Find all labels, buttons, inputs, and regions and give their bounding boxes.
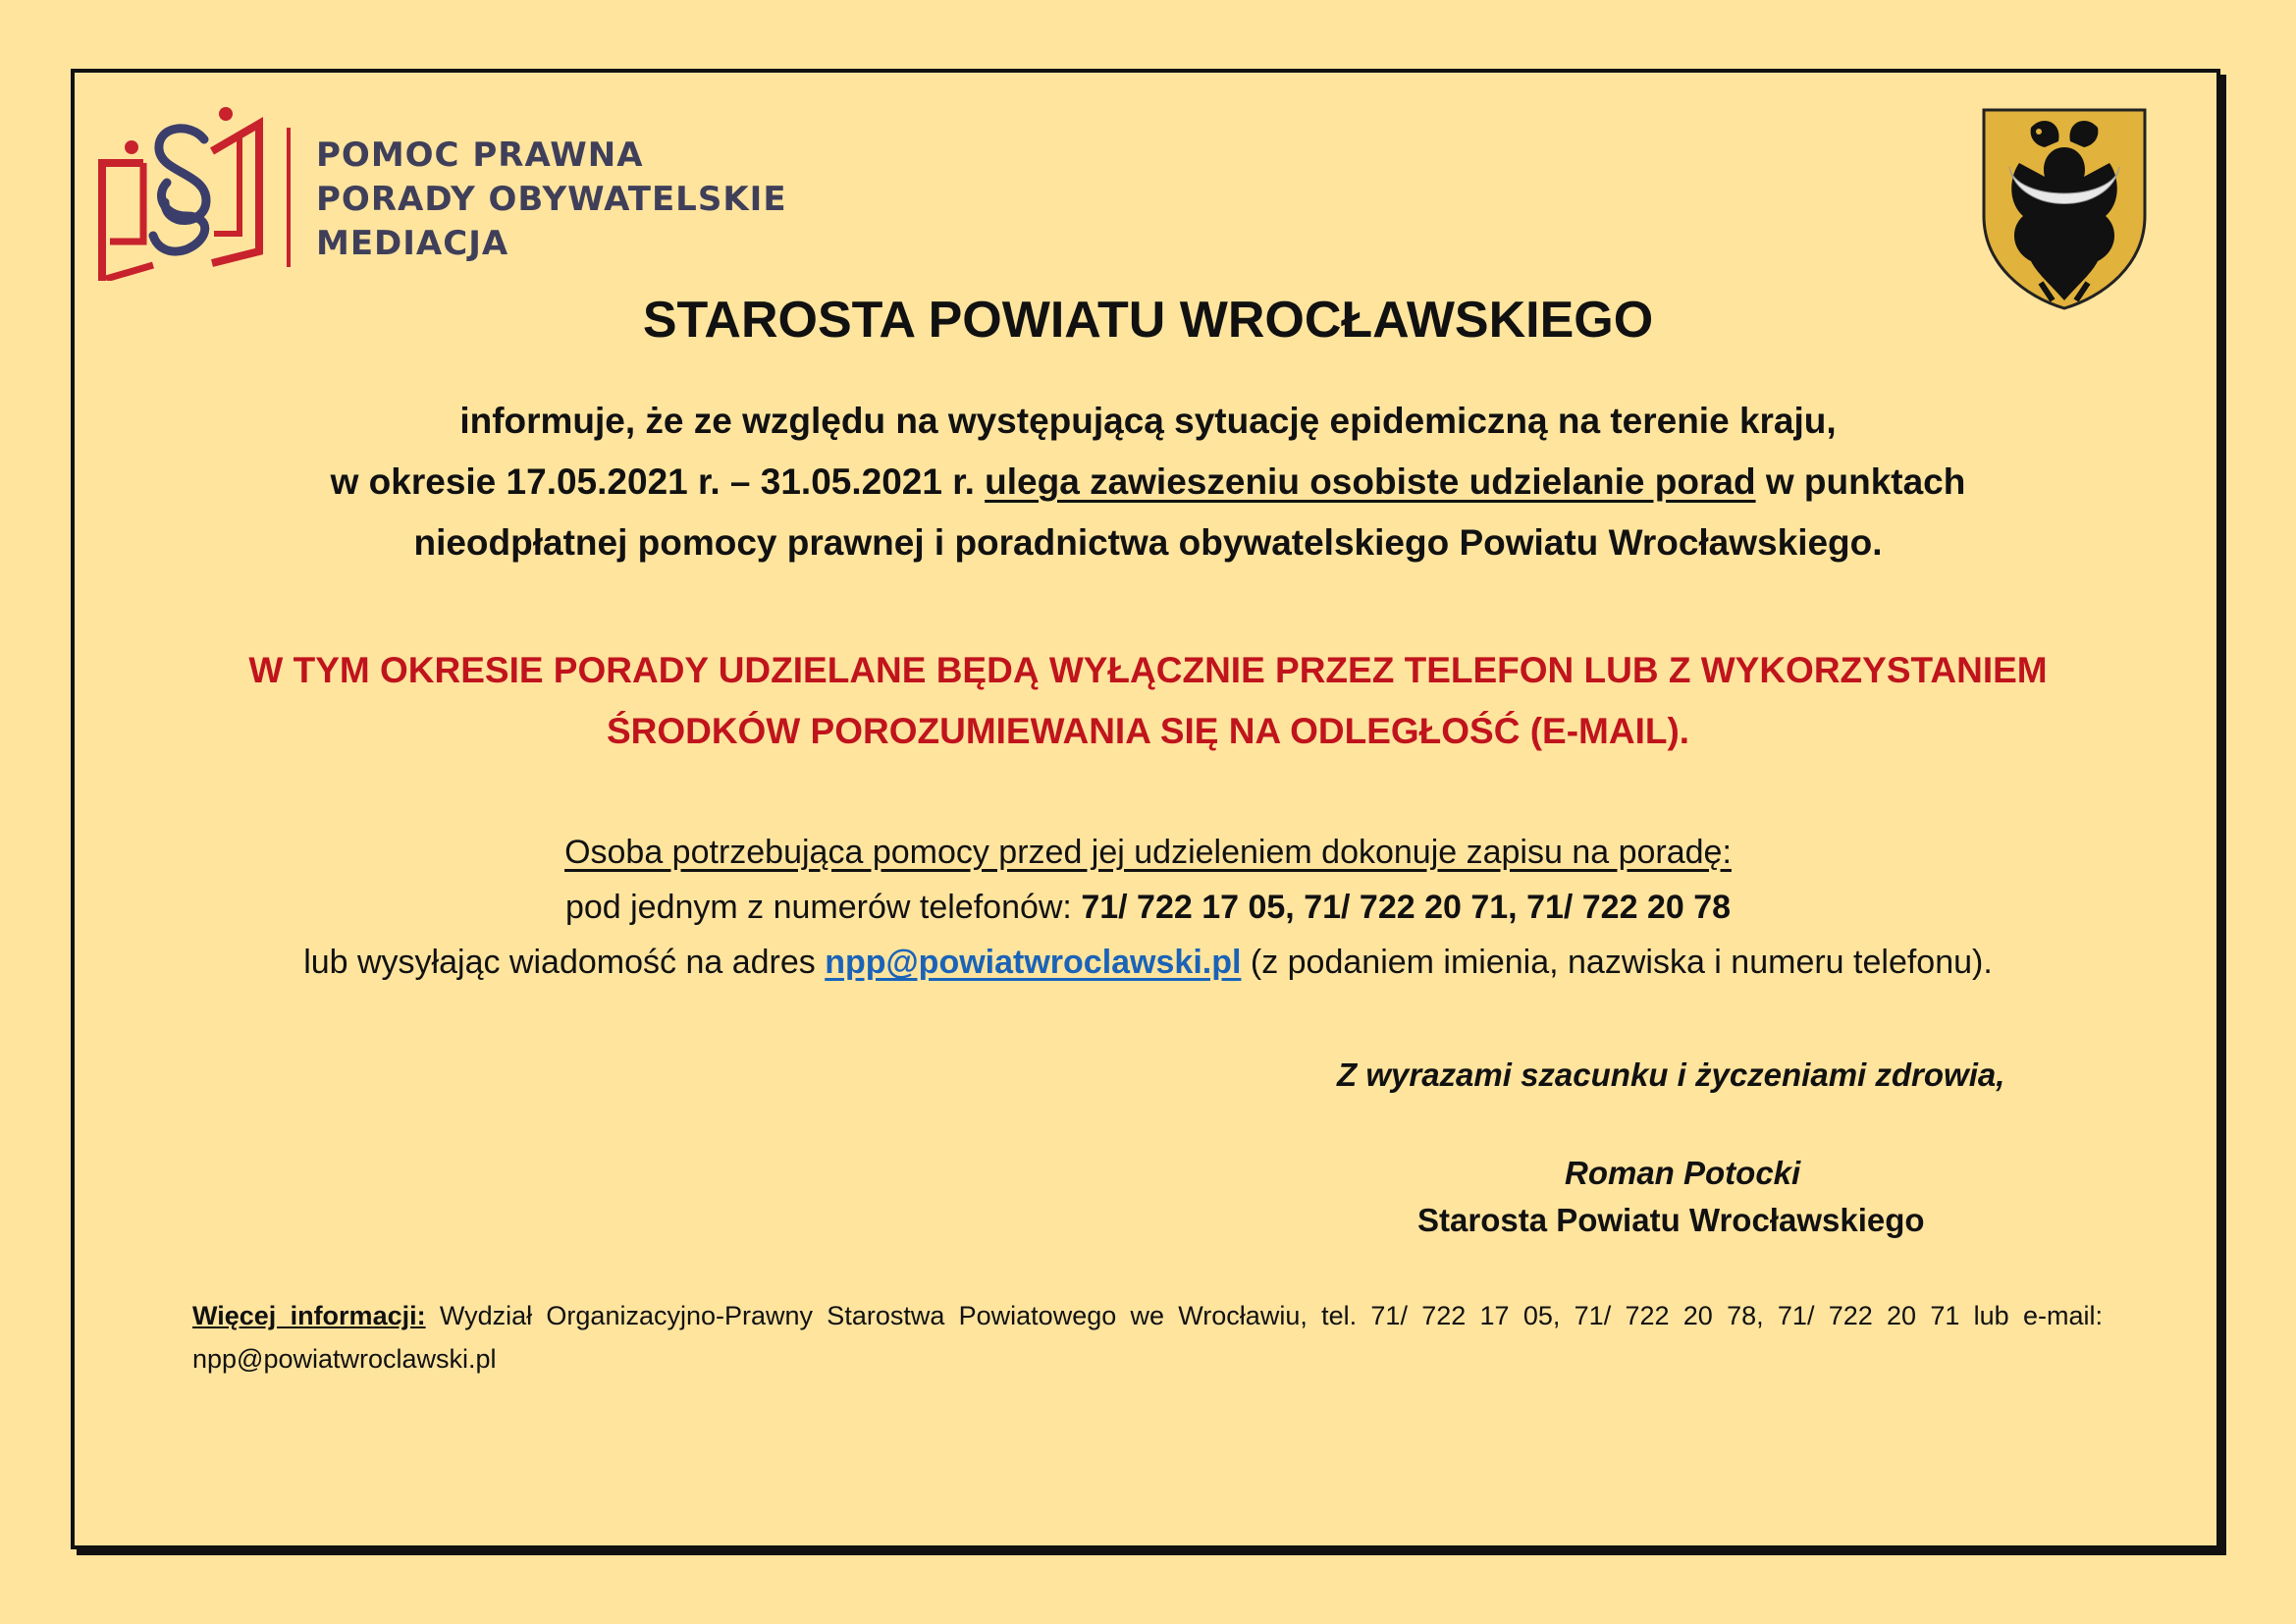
intro-line-1: informuje, że ze względu na występującą sytuację epidemiczną na terenie kraju, xyxy=(459,401,1837,441)
logo-line-1: POMOC PRAWNA xyxy=(316,135,644,175)
more-info-text: Wydział Organizacyjno-Prawny Starostwa Powiatowego we Wrocławiu, tel. 71/ 722 17 05, 71/ 722 20 78, 71/ 722 20 71 lub e-mail: npp@powiatwroclawski.pl xyxy=(192,1301,2103,1374)
intro-paragraph xyxy=(0,391,2296,573)
logo-divider xyxy=(287,128,291,267)
coat-of-arms-icon xyxy=(1980,108,2149,315)
contact-info xyxy=(0,825,2296,990)
intro-suspension: ulega zawieszeniu osobiste udzielanie porad xyxy=(985,461,1756,502)
intro-tail: w punktach xyxy=(1765,461,1966,502)
contact-phones-label: pod jednym z numerów telefonów: xyxy=(564,889,1072,926)
contact-email-label: lub wysyłając wiadomość na adres xyxy=(303,944,816,981)
intro-line-2 xyxy=(0,452,2296,513)
email-link[interactable]: npp@powiatwroclawski.pl xyxy=(825,944,1242,981)
intro-line-3: nieodpłatnej pomocy prawnej i poradnictwa obywatelskiego Powiatu Wrocławskiego. xyxy=(413,522,1883,563)
contact-line-3 xyxy=(0,935,2296,990)
contact-line-1: Osoba potrzebująca pomocy przed jej udzieleniem dokonuje zapisu na poradę: xyxy=(564,834,1732,871)
notice-line-2: ŚRODKÓW POROZUMIEWANIA SIĘ NA ODLEGŁOŚĆ (E-MAIL). xyxy=(606,711,1690,751)
contact-phones: 71/ 722 17 05, 71/ 722 20 71, 71/ 722 20 78 xyxy=(1081,889,1732,926)
more-info xyxy=(192,1294,2103,1380)
logo-line-3: MEDIACJA xyxy=(316,224,509,263)
signature-name: Roman Potocki xyxy=(1565,1155,1801,1191)
contact-line-2 xyxy=(0,880,2296,935)
closing-regards: Z wyrazami szacunku i życzeniami zdrowia, xyxy=(1337,1056,2005,1093)
page-title: STAROSTA POWIATU WROCŁAWSKIEGO xyxy=(642,292,1654,349)
notice-text xyxy=(0,640,2296,762)
signature-title: Starosta Powiatu Wrocławskiego xyxy=(1417,1202,1925,1238)
more-info-label: Więcej informacji: xyxy=(192,1301,426,1330)
notice-line-1: W TYM OKRESIE PORADY UDZIELANE BĘDĄ WYŁĄCZNIE PRZEZ TELEFON LUB Z WYKORZYSTANIEM xyxy=(248,650,2048,690)
intro-dates: w okresie 17.05.2021 r. – 31.05.2021 r. xyxy=(330,461,975,502)
logo-text xyxy=(316,134,787,266)
logo-line-2: PORADY OBYWATELSKIE xyxy=(316,180,787,219)
legal-aid-logo-icon xyxy=(96,104,273,286)
contact-email-tail: (z podaniem imienia, nazwiska i numeru telefonu). xyxy=(1250,944,1993,981)
